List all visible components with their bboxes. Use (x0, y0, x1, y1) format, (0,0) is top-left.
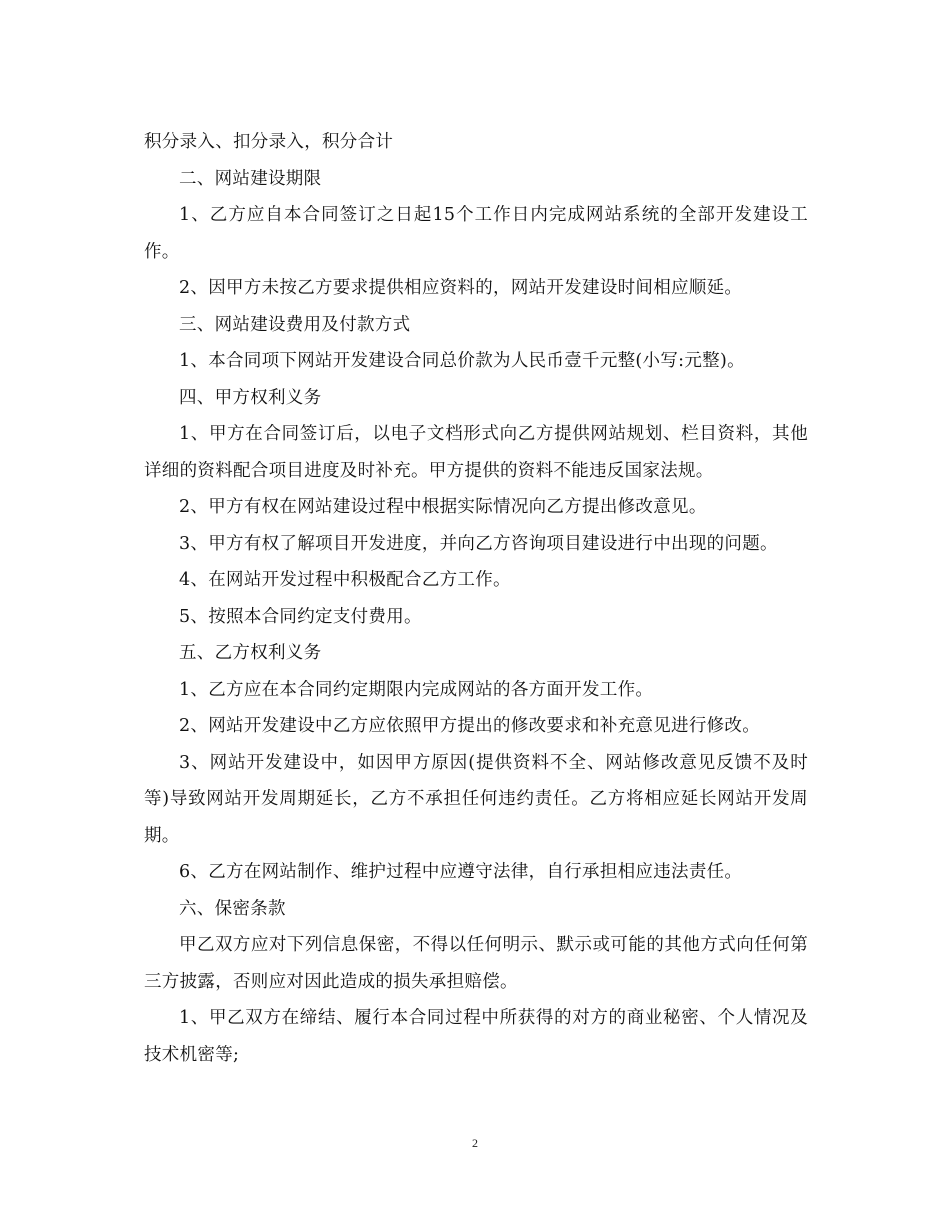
section-heading: 二、网站建设期限 (179, 168, 322, 189)
section-heading: 四、甲方权利义务 (179, 387, 322, 408)
section-heading: 五、乙方权利义务 (179, 643, 322, 663)
paragraph: 1、甲乙双方在缔结、履行本合同过程中所获得的对方的商业秘密、个人情况及技术机密等; (144, 1008, 808, 1065)
section-heading: 三、网站建设费用及付款方式 (179, 314, 411, 335)
paragraph: 甲乙双方应对下列信息保密，不得以任何明示、默示或可能的其他方式向任何第三方披露，否则应对因此造成的损失承担赔偿。 (144, 935, 808, 992)
paragraph: 积分录入、扣分录入，积分合计 (144, 132, 394, 152)
section-heading: 六、保密条款 (179, 898, 286, 919)
document-body (144, 124, 808, 1073)
paragraph: 2、因甲方未按乙方要求提供相应资料的，网站开发建设时间相应顺延。 (179, 278, 743, 298)
paragraph: 1、乙方应自本合同签订之日起15个工作日内完成网站系统的全部开发建设工作。 (144, 205, 808, 262)
paragraph: 5、按照本合同约定支付费用。 (179, 606, 422, 627)
paragraph: 1、本合同项下网站开发建设合同总价款为人民币壹千元整(小写:元整)。 (179, 351, 745, 371)
paragraph: 2、甲方有权在网站建设过程中根据实际情况向乙方提出修改意见。 (179, 497, 707, 517)
paragraph: 2、网站开发建设中乙方应依照甲方提出的修改要求和补充意见进行修改。 (179, 716, 761, 736)
paragraph: 3、甲方有权了解项目开发进度，并向乙方咨询项目建设进行中出现的问题。 (179, 533, 778, 554)
paragraph: 1、乙方应在本合同约定期限内完成网站的各方面开发工作。 (179, 679, 654, 700)
page-number: 2 (472, 1136, 478, 1150)
paragraph: 6、乙方在网站制作、维护过程中应遵守法律，自行承担相应违法责任。 (179, 862, 743, 882)
paragraph: 4、在网站开发过程中积极配合乙方工作。 (179, 570, 511, 590)
paragraph: 3、网站开发建设中，如因甲方原因(提供资料不全、网站修改意见反馈不及时等)导致网站开发周期延长，乙方不承担任何违约责任。乙方将相应延长网站开发周期。 (144, 752, 808, 846)
paragraph: 1、甲方在合同签订后，以电子文档形式向乙方提供网站规划、栏目资料，其他详细的资料配合项目进度及时补充。甲方提供的资料不能违反国家法规。 (144, 424, 808, 481)
